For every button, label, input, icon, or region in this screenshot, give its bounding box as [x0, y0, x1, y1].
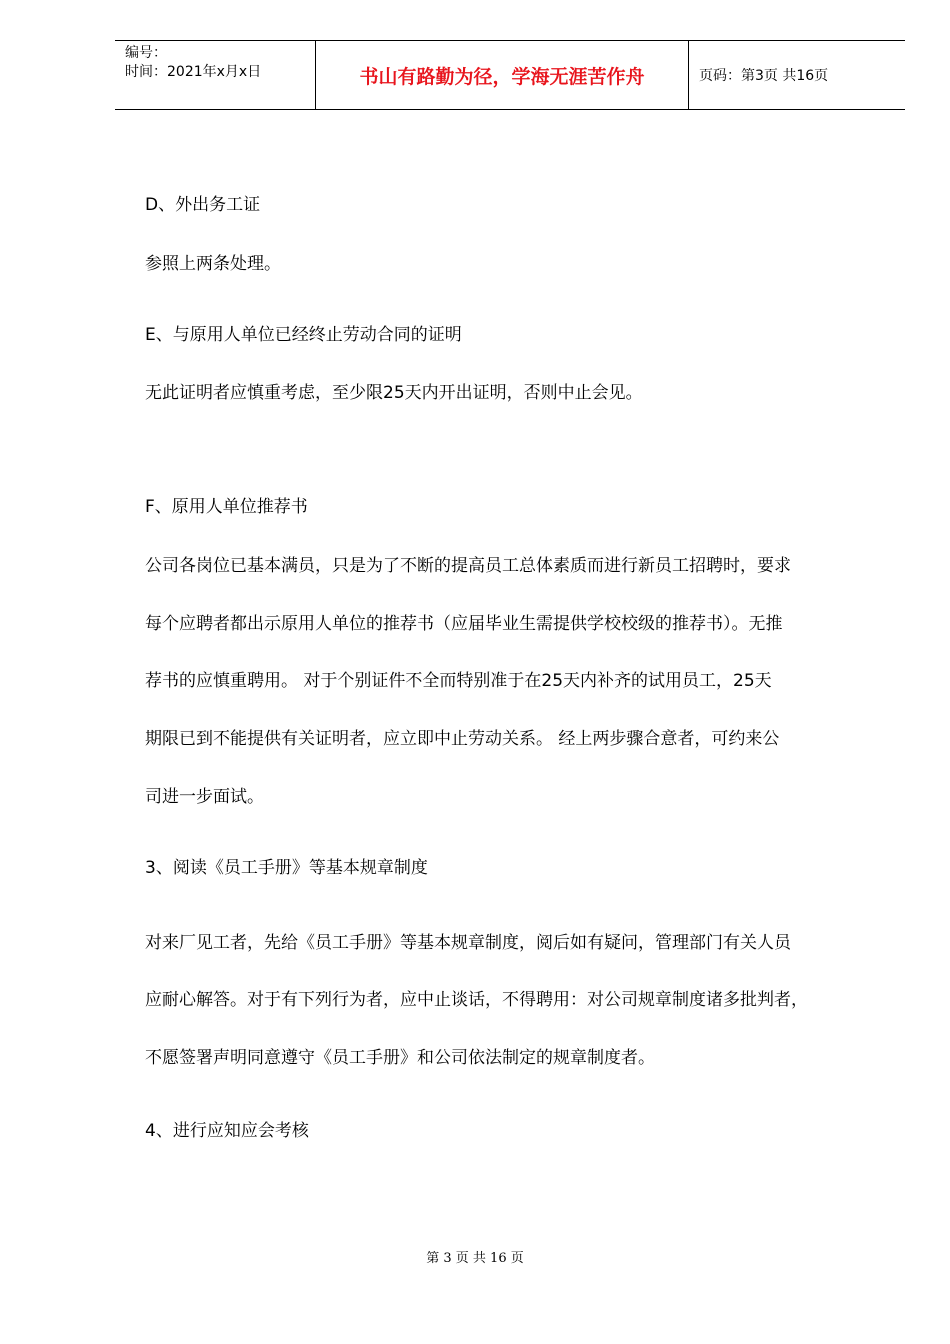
footer-page-number: 第 3 页 共 16 页	[426, 1251, 524, 1266]
header-page-info	[689, 41, 905, 109]
paragraph-line: 参照上两条处理。	[145, 254, 281, 274]
heading-d: D、外出务工证	[145, 195, 261, 215]
paragraph-line: 应耐心解答。对于有下列行为者，应中止谈话，不得聘用：对公司规章制度诸多批判者，	[145, 990, 808, 1010]
paragraph-line: 期限已到不能提供有关证明者，应立即中止劳动关系。 经上两步骤合意者，可约来公	[145, 729, 780, 749]
time-label: 时间：2021年x月x日	[125, 64, 262, 80]
number-label: 编号：	[125, 45, 167, 61]
paragraph-line: 荐书的应慎重聘用。 对于个别证件不全而特别准于在25天内补齐的试用员工，25天	[145, 671, 772, 691]
page-header	[115, 40, 905, 110]
paragraph-line: 公司各岗位已基本满员，只是为了不断的提高员工总体素质而进行新员工招聘时，要求	[145, 556, 791, 576]
heading-3: 3、阅读《员工手册》等基本规章制度	[145, 858, 428, 878]
motto-text: 书山有路勤为径，学海无涯苦作舟	[359, 65, 645, 88]
heading-f: F、原用人单位推荐书	[145, 497, 308, 517]
heading-4: 4、进行应知应会考核	[145, 1121, 309, 1141]
paragraph-line: 每个应聘者都出示原用人单位的推荐书（应届毕业生需提供学校校级的推荐书）。无推	[145, 614, 783, 634]
page-info-text: 页码：第3页 共16页	[699, 68, 829, 84]
paragraph-line: 对来厂见工者，先给《员工手册》等基本规章制度，阅后如有疑问，管理部门有关人员	[145, 933, 791, 953]
header-meta	[115, 41, 315, 109]
paragraph-line: 无此证明者应慎重考虑，至少限25天内开出证明，否则中止会见。	[145, 383, 643, 403]
header-motto	[315, 41, 689, 109]
paragraph-line: 不愿签署声明同意遵守《员工手册》和公司依法制定的规章制度者。	[145, 1048, 655, 1068]
paragraph-line: 司进一步面试。	[145, 787, 264, 807]
page-footer	[0, 1247, 950, 1266]
heading-e: E、与原用人单位已经终止劳动合同的证明	[145, 325, 462, 345]
